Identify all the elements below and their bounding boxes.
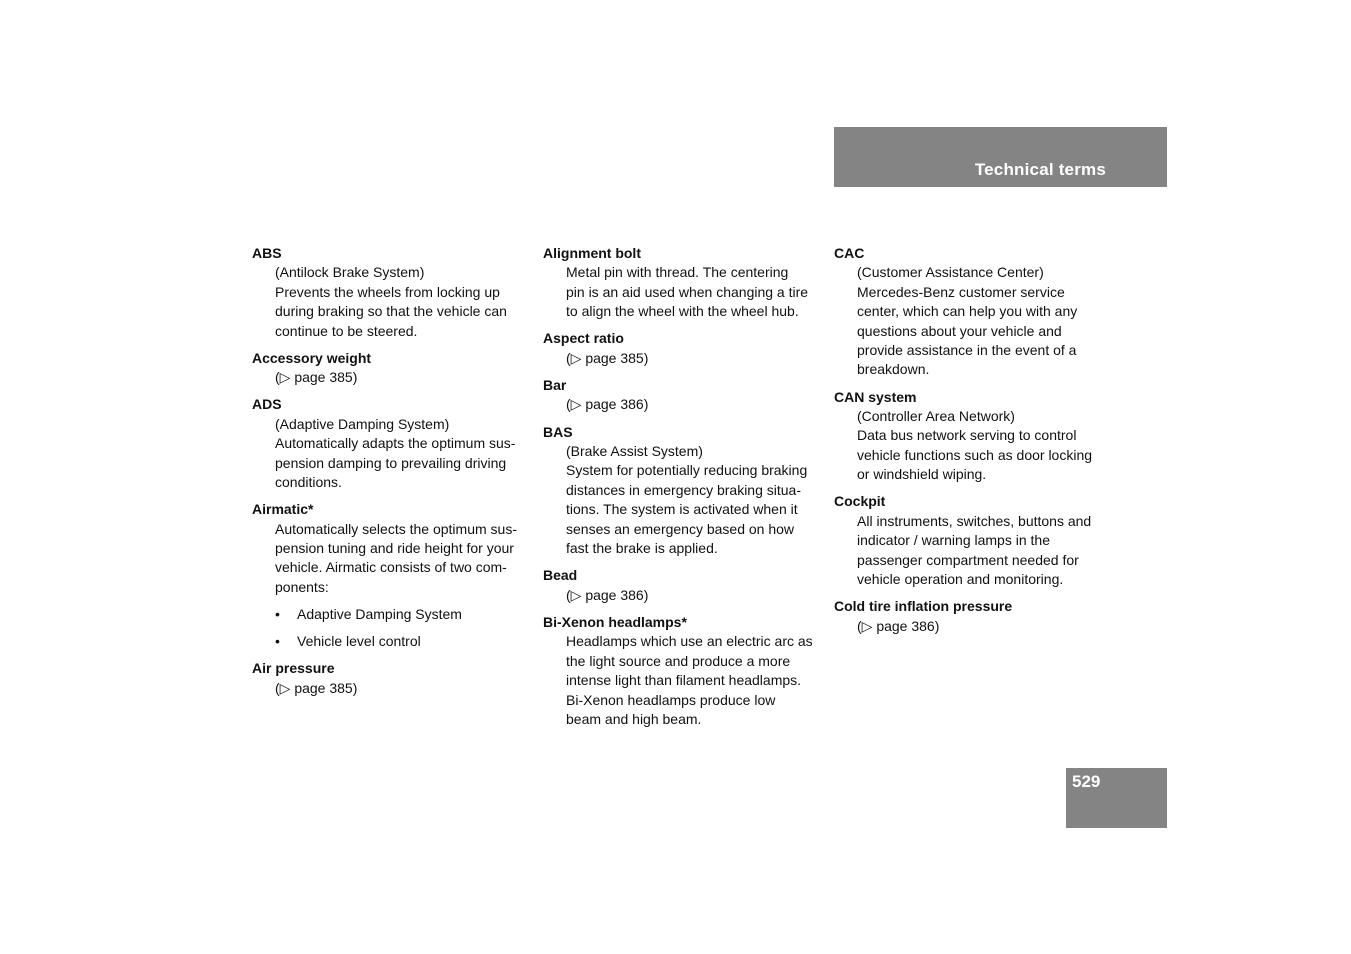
glossary-entry-cac	[834, 244, 1110, 380]
page-reference-link[interactable]: (▷ page 386)	[857, 617, 940, 634]
definition-line: Automatically selects the optimum sus-	[275, 520, 517, 537]
glossary-definition	[543, 632, 819, 729]
definition-line: Data bus network serving to control	[857, 427, 1077, 444]
definition-line: ponents:	[275, 578, 329, 595]
glossary-definition	[252, 415, 528, 493]
definition-line: Mercedes-Benz customer service	[857, 283, 1065, 300]
glossary-definition	[834, 407, 1110, 485]
definition-line: or windshield wiping.	[857, 466, 987, 483]
glossary-column-1	[252, 244, 528, 706]
definition-line: Automatically adapts the optimum sus-	[275, 435, 516, 452]
glossary-definition	[252, 679, 528, 698]
glossary-entry-bead	[543, 566, 819, 605]
page-reference-link[interactable]: (▷ page 385)	[275, 679, 358, 696]
glossary-entry-airmatic	[252, 500, 528, 651]
glossary-entry-alignment-bolt	[543, 244, 819, 322]
page-reference-link[interactable]: (▷ page 385)	[275, 369, 358, 386]
glossary-term: Bead	[543, 567, 578, 584]
definition-line: passenger compartment needed for	[857, 551, 1079, 568]
definition-line: Headlamps which use an electric arc as	[566, 633, 813, 650]
bullet-icon: •	[275, 605, 280, 622]
bullet-icon: •	[275, 632, 280, 649]
definition-line: System for potentially reducing braking	[566, 462, 808, 479]
bullet-text: Adaptive Damping System	[297, 605, 462, 622]
definition-line: during braking so that the vehicle can	[275, 303, 507, 320]
glossary-term: Cold tire inflation pressure	[834, 598, 1013, 615]
definition-line: pension damping to prevailing driving	[275, 454, 507, 471]
glossary-column-2	[543, 244, 819, 737]
page-number: 529	[1072, 772, 1101, 791]
glossary-definition	[252, 368, 528, 387]
glossary-entry-cold-tire-inflation-pressure	[834, 597, 1110, 636]
glossary-column-3	[834, 244, 1110, 644]
definition-line: (Controller Area Network)	[857, 408, 1015, 425]
page-reference-link[interactable]: (▷ page 386)	[566, 396, 649, 413]
definition-line: to align the wheel with the wheel hub.	[566, 303, 799, 320]
glossary-entry-air-pressure	[252, 659, 528, 698]
definition-line: indicator / warning lamps in the	[857, 532, 1050, 549]
glossary-entry-bas	[543, 423, 819, 559]
glossary-term: Airmatic*	[252, 501, 314, 518]
definition-line: continue to be steered.	[275, 322, 418, 339]
definition-line: (Antilock Brake System)	[275, 264, 425, 281]
page-reference-link[interactable]: (▷ page 386)	[566, 586, 649, 603]
page-number-box	[1066, 768, 1167, 828]
glossary-entry-accessory-weight	[252, 349, 528, 388]
definition-line: Bi-Xenon headlamps produce low	[566, 691, 776, 708]
glossary-definition	[252, 263, 528, 341]
bullet-item	[252, 632, 528, 651]
glossary-entry-bi-xenon-headlamps	[543, 613, 819, 729]
definition-line: beam and high beam.	[566, 710, 702, 727]
glossary-term: Cockpit	[834, 493, 886, 510]
section-title: Technical terms	[974, 160, 1106, 179]
glossary-definition	[543, 442, 819, 558]
glossary-definition	[543, 586, 819, 605]
glossary-definition	[834, 512, 1110, 590]
glossary-term: BAS	[543, 423, 573, 440]
section-header-bar	[834, 127, 1167, 187]
glossary-entry-can-system	[834, 388, 1110, 485]
definition-line: questions about your vehicle and	[857, 322, 1062, 339]
glossary-term: Air pressure	[252, 660, 335, 677]
glossary-entry-abs	[252, 244, 528, 341]
definition-line: (Brake Assist System)	[566, 443, 703, 460]
glossary-term: Aspect ratio	[543, 330, 624, 347]
glossary-term: CAC	[834, 245, 865, 261]
definition-line: Prevents the wheels from locking up	[275, 283, 500, 300]
glossary-entry-bar	[543, 376, 819, 415]
definition-line: fast the brake is applied.	[566, 540, 718, 557]
definition-line: intense light than filament headlamps.	[566, 672, 802, 689]
glossary-entry-ads	[252, 395, 528, 492]
definition-line: tions. The system is activated when it	[566, 501, 798, 518]
glossary-term: ADS	[252, 396, 282, 413]
glossary-definition	[834, 617, 1110, 636]
glossary-definition	[543, 263, 819, 321]
glossary-term: Bar	[543, 377, 567, 394]
glossary-entry-aspect-ratio	[543, 329, 819, 368]
glossary-definition	[543, 395, 819, 414]
definition-line: pin is an aid used when changing a tire	[566, 283, 809, 300]
definition-line: vehicle operation and monitoring.	[857, 571, 1064, 588]
definition-line: provide assistance in the event of a	[857, 342, 1077, 359]
definition-line: breakdown.	[857, 361, 930, 378]
definition-line: distances in emergency braking situa-	[566, 481, 802, 498]
definition-line: Metal pin with thread. The centering	[566, 264, 789, 281]
definition-line: the light source and produce a more	[566, 652, 791, 669]
definition-line: senses an emergency based on how	[566, 520, 795, 537]
definition-line: center, which can help you with any	[857, 303, 1078, 320]
definition-line: pension tuning and ride height for your	[275, 540, 514, 557]
glossary-entry-cockpit	[834, 492, 1110, 589]
glossary-definition	[252, 520, 528, 598]
definition-line: (Customer Assistance Center)	[857, 264, 1044, 281]
definition-line: conditions.	[275, 474, 342, 491]
bullet-item	[252, 605, 528, 624]
glossary-term: Bi-Xenon headlamps*	[543, 613, 687, 630]
glossary-definition	[543, 349, 819, 368]
definition-line: All instruments, switches, buttons and	[857, 512, 1092, 529]
glossary-term: ABS	[252, 245, 282, 261]
definition-line: vehicle functions such as door locking	[857, 446, 1093, 463]
glossary-term: CAN system	[834, 388, 917, 405]
glossary-term: Accessory weight	[252, 349, 372, 366]
glossary-definition	[834, 263, 1110, 379]
bullet-text: Vehicle level control	[297, 632, 421, 649]
glossary-term: Alignment bolt	[543, 245, 641, 261]
definition-line: vehicle. Airmatic consists of two com-	[275, 559, 507, 576]
page-reference-link[interactable]: (▷ page 385)	[566, 349, 649, 366]
definition-line: (Adaptive Damping System)	[275, 415, 450, 432]
